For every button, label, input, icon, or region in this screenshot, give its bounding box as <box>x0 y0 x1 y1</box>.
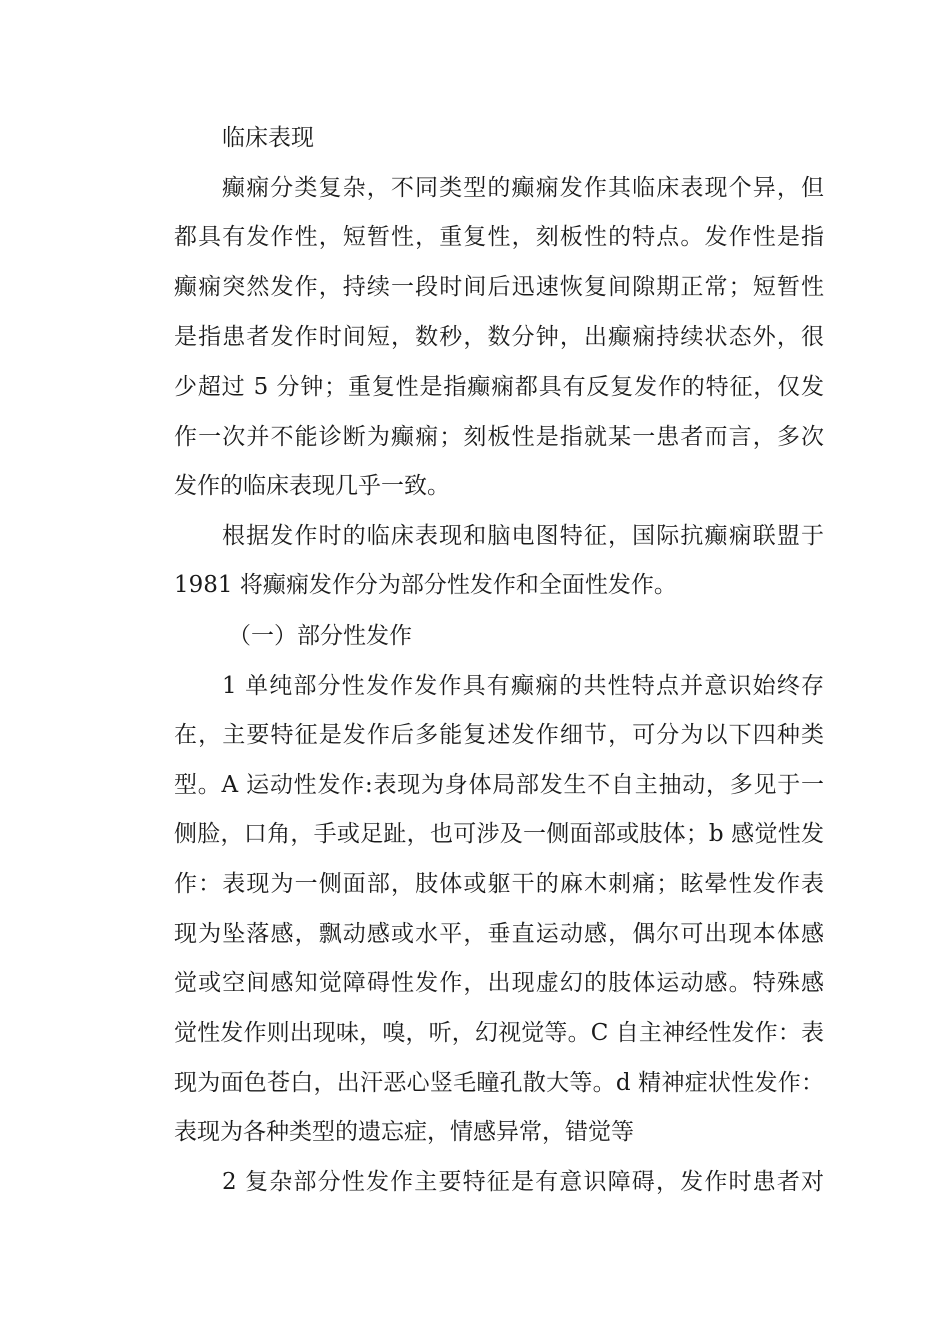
paragraph-line: 癫痫突然发作，持续一段时间后迅速恢复间隙期正常；短暂性 <box>174 274 824 300</box>
section-heading: 临床表现 <box>222 125 314 151</box>
paragraph-line: 根据发作时的临床表现和脑电图特征，国际抗癫痫联盟于 <box>222 523 824 549</box>
paragraph-line: 1981 将癫痫发作分为部分性发作和全面性发作。 <box>174 572 677 598</box>
subsection-heading: （一）部分性发作 <box>228 623 412 649</box>
paragraph-line: 在，主要特征是发作后多能复述发作细节，可分为以下四种类 <box>174 722 824 748</box>
paragraph-line: 少超过 5 分钟；重复性是指癫痫都具有反复发作的特征，仅发 <box>174 374 824 400</box>
paragraph-line: 现为面色苍白，出汗恶心竖毛瞳孔散大等。d 精神症状性发作： <box>174 1070 824 1096</box>
paragraph-line: 觉或空间感知觉障碍性发作，出现虚幻的肢体运动感。特殊感 <box>174 970 824 996</box>
paragraph-line: 1 单纯部分性发作发作具有癫痫的共性特点并意识始终存 <box>222 673 824 699</box>
paragraph-line: 作：表现为一侧面部，肢体或躯干的麻木刺痛；眩晕性发作表 <box>174 871 824 897</box>
paragraph-line: 发作的临床表现几乎一致。 <box>174 473 450 499</box>
paragraph-line: 2 复杂部分性发作主要特征是有意识障碍，发作时患者对 <box>222 1169 824 1195</box>
paragraph-line: 癫痫分类复杂，不同类型的癫痫发作其临床表现个异，但 <box>222 175 824 201</box>
paragraph-line: 都具有发作性，短暂性，重复性，刻板性的特点。发作性是指 <box>174 224 824 250</box>
paragraph-line: 是指患者发作时间短，数秒，数分钟，出癫痫持续状态外，很 <box>174 324 824 350</box>
paragraph-line: 型。A 运动性发作:表现为身体局部发生不自主抽动，多见于一 <box>174 772 824 798</box>
paragraph-line: 觉性发作则出现味，嗅，听，幻视觉等。C 自主神经性发作：表 <box>174 1020 824 1046</box>
paragraph-line: 现为坠落感，飘动感或水平，垂直运动感，偶尔可出现本体感 <box>174 921 824 947</box>
paragraph-line: 侧脸，口角，手或足趾，也可涉及一侧面部或肢体；b 感觉性发 <box>174 821 824 847</box>
paragraph-line: 作一次并不能诊断为癫痫；刻板性是指就某一患者而言，多次 <box>174 424 824 450</box>
paragraph-line: 表现为各种类型的遗忘症，情感异常，错觉等 <box>174 1119 634 1145</box>
